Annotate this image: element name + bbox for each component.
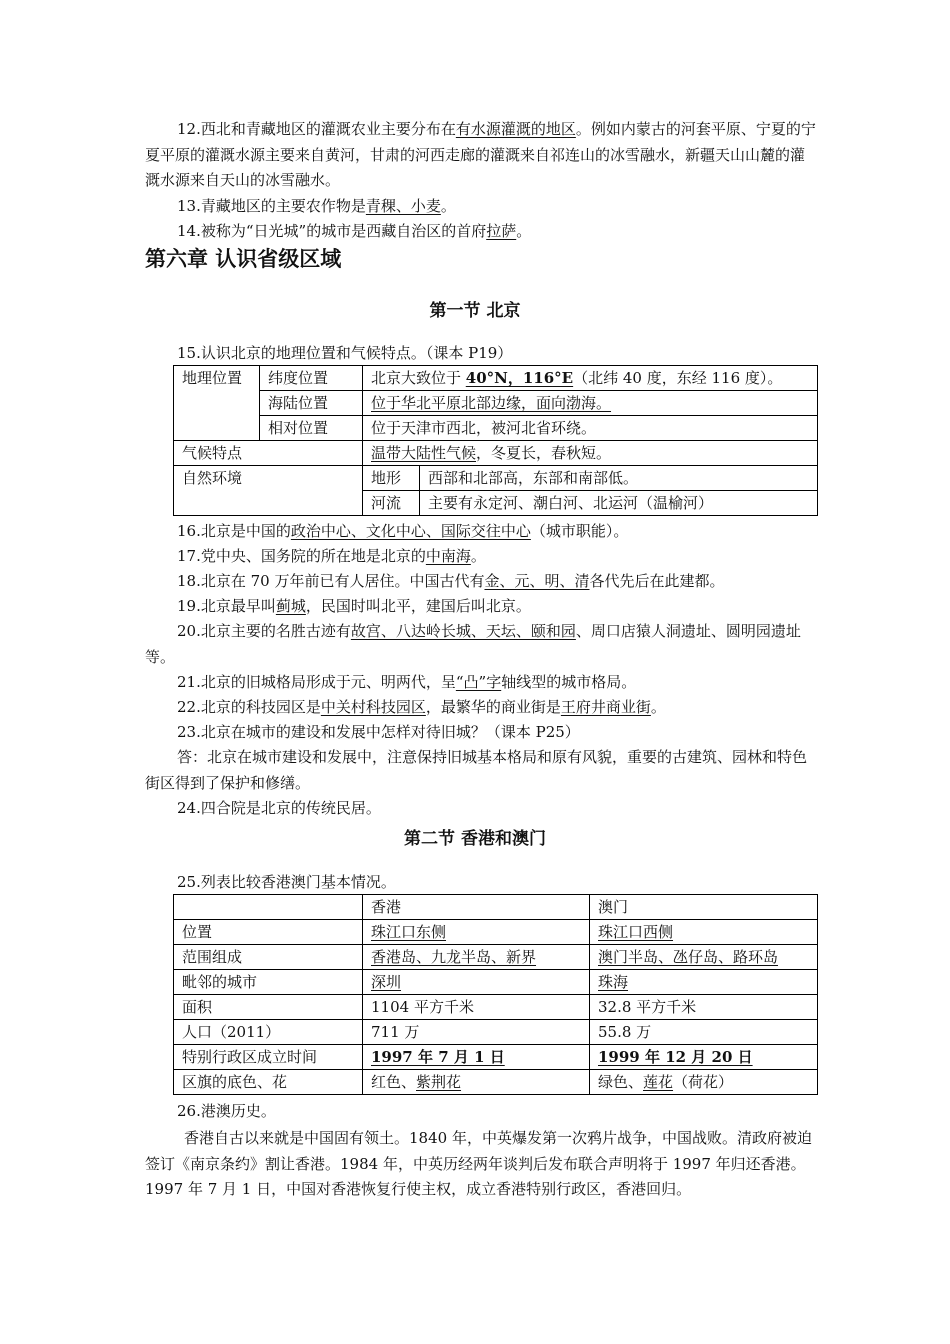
table-row <box>174 945 818 970</box>
underlined-answer: 政治中心、文化中心、国际交往中心 <box>290 522 531 540</box>
table-cell <box>590 1045 818 1070</box>
text: 绿色、 <box>598 1073 644 1091</box>
table-row <box>174 920 818 945</box>
text: 12.西北和青藏地区的灌溉农业主要分布在 <box>177 120 456 138</box>
underlined-answer: 紫荆花 <box>416 1073 462 1091</box>
paragraph-16 <box>145 519 817 545</box>
table-row <box>174 466 818 491</box>
text: 。 <box>650 698 666 716</box>
underlined-answer: 青稞、小麦 <box>365 197 441 215</box>
table-cell: 区旗的底色、花 <box>174 1070 363 1095</box>
underlined-answer: 中关村科技园区 <box>320 698 426 716</box>
table-cell: 海陆位置 <box>260 391 363 416</box>
table-cell: 西部和北部高，东部和南部低。 <box>420 466 818 491</box>
table-cell: 地理位置 <box>174 366 260 441</box>
paragraph-15: 15.认识北京的地理位置和气候特点。（课本 P19） <box>177 344 513 362</box>
table-cell: 55.8 万 <box>590 1020 818 1045</box>
underlined-answer: 金、元、明、清 <box>484 572 590 590</box>
table-cell: 主要有永定河、潮白河、北运河（温榆河） <box>420 491 818 516</box>
table-cell <box>590 1070 818 1095</box>
table-cell: 1104 平方千米 <box>363 995 590 1020</box>
text: （北纬 40 度，东经 116 度）。 <box>573 369 783 387</box>
underlined-answer: 莲花 <box>643 1073 674 1091</box>
paragraph-17 <box>145 544 817 570</box>
paragraph-18 <box>145 569 817 595</box>
underlined-answer: 深圳 <box>371 973 402 991</box>
table-row <box>174 1045 818 1070</box>
text: 。例如内蒙古的河套平原、宁夏的宁夏平原的灌溉水源主要来自黄河，甘肃的河西走廊的灌溉来自祁连山的冰雪融水，新疆天山山麓的灌溉水源来自天山的冰雪融水。 <box>145 120 816 189</box>
text: 红色、 <box>371 1073 417 1091</box>
underlined-answer: 有水源灌溉的地区 <box>455 120 576 138</box>
paragraph-26: 26.港澳历史。 <box>177 1102 276 1120</box>
table-cell: 相对位置 <box>260 416 363 441</box>
underlined-answer: “凸”字 <box>455 673 502 691</box>
table-row <box>174 970 818 995</box>
table-cell: 自然环境 <box>174 466 363 516</box>
table-cell: 气候特点 <box>174 441 363 466</box>
table-cell <box>363 1070 590 1095</box>
text: 21.北京的旧城格局形成于元、明两代，呈 <box>177 673 456 691</box>
paragraph-20 <box>145 619 817 670</box>
table-cell: 711 万 <box>363 1020 590 1045</box>
table-row <box>174 391 818 416</box>
text: 轴线型的城市格局。 <box>501 673 637 691</box>
text: ，冬夏长，春秋短。 <box>476 444 612 462</box>
text: 。 <box>440 197 456 215</box>
text: 14.被称为“日光城”的城市是西藏自治区的首府 <box>177 222 487 240</box>
underlined-answer: 珠江口西侧 <box>598 923 674 941</box>
text: （荷花） <box>673 1073 734 1091</box>
underlined-answer: 珠江口东侧 <box>371 923 447 941</box>
table-cell <box>363 970 590 995</box>
paragraph-13 <box>145 194 817 220</box>
text: 北京大致位于 <box>371 369 466 387</box>
paragraph-24: 24.四合院是北京的传统民居。 <box>177 799 381 817</box>
section-title-hongkong-macao: 第二节 香港和澳门 <box>404 829 546 849</box>
table-cell <box>363 945 590 970</box>
paragraph-25: 25.列表比较香港澳门基本情况。 <box>177 873 396 891</box>
paragraph-12 <box>145 117 817 194</box>
text: 19.北京最早叫 <box>177 597 276 615</box>
table-row <box>174 1020 818 1045</box>
table-row <box>174 366 818 391</box>
underlined-answer: 温带大陆性气候 <box>371 444 477 462</box>
paragraph-23: 23.北京在城市的建设和发展中怎样对待旧城？（课本 P25） <box>177 723 580 741</box>
underlined-answer: 澳门半岛、氹仔岛、路环岛 <box>598 948 779 966</box>
table-cell: 32.8 平方千米 <box>590 995 818 1020</box>
table-cell: 毗邻的城市 <box>174 970 363 995</box>
beijing-table <box>173 365 818 516</box>
text: 22.北京的科技园区是 <box>177 698 321 716</box>
underlined-answer: 王府井商业街 <box>560 698 651 716</box>
table-header-cell: 澳门 <box>590 895 818 920</box>
table-header-cell: 香港 <box>363 895 590 920</box>
table-cell <box>590 920 818 945</box>
paragraph-26-body: 香港自古以来就是中国固有领土。1840 年，中英爆发第一次鸦片战争，中国战败。清政府被迫签订《南京条约》割让香港。1984 年，中英历经两年谈判后发布联合声明将于 1997 年归还香港。1997 年 7 月 1 日，中国对香港恢复行使主权，成立香港特别行政区，香港回归。 <box>145 1129 812 1198</box>
paragraph-23-answer: 答：北京在城市建设和发展中，注意保持旧城基本格局和原有风貌，重要的古建筑、园林和特色街区得到了保护和修缮。 <box>145 748 808 792</box>
underlined-answer: 香港岛、九龙半岛、新界 <box>371 948 537 966</box>
table-header-row <box>174 895 818 920</box>
text: 16.北京是中国的 <box>177 522 291 540</box>
table-cell: 河流 <box>363 491 420 516</box>
table-row <box>174 441 818 466</box>
paragraph-14 <box>145 219 817 245</box>
table-cell <box>590 970 818 995</box>
underlined-answer: 蓟城 <box>275 597 306 615</box>
chapter-title: 第六章 认识省级区域 <box>145 247 342 271</box>
text: ，民国时叫北平，建国后叫北京。 <box>305 597 531 615</box>
table-row <box>174 995 818 1020</box>
text: 各代先后在此建都。 <box>589 572 725 590</box>
section-title-beijing: 第一节 北京 <box>429 301 521 321</box>
table-cell: 纬度位置 <box>260 366 363 391</box>
table-cell: 范围组成 <box>174 945 363 970</box>
underlined-answer: 1997 年 7 月 1 日 <box>371 1048 505 1066</box>
table-cell <box>363 1045 590 1070</box>
text: 。 <box>516 222 532 240</box>
table-cell: 位于天津市西北，被河北省环绕。 <box>363 416 818 441</box>
table-cell <box>590 945 818 970</box>
table-cell <box>363 920 590 945</box>
underlined-answer: 拉萨 <box>486 222 517 240</box>
table-cell: 人口（2011） <box>174 1020 363 1045</box>
text: 20.北京主要的名胜古迹有 <box>177 622 351 640</box>
text: （城市职能）。 <box>530 522 629 540</box>
text: 18.北京在 70 万年前已有人居住。中国古代有 <box>177 572 485 590</box>
hongkong-macao-table <box>173 894 818 1095</box>
table-row <box>174 1070 818 1095</box>
table-cell: 位于华北平原北部边缘，面向渤海。 <box>363 391 818 416</box>
paragraph-22 <box>145 695 817 721</box>
table-row <box>174 416 818 441</box>
table-cell: 特别行政区成立时间 <box>174 1045 363 1070</box>
underlined-answer: 1999 年 12 月 20 日 <box>598 1048 753 1066</box>
underlined-answer: 中南海 <box>425 547 471 565</box>
text: 13.青藏地区的主要农作物是 <box>177 197 366 215</box>
text: 。 <box>470 547 486 565</box>
underlined-answer: 珠海 <box>598 973 629 991</box>
underlined-answer: 故宫、八达岭长城、天坛、颐和园 <box>350 622 576 640</box>
paragraph-19 <box>145 594 817 620</box>
table-cell <box>363 366 818 391</box>
text: 、周口店猿人洞遗址、圆明园遗址等。 <box>145 622 801 666</box>
text: ，最繁华的商业街是 <box>425 698 561 716</box>
table-cell <box>363 441 818 466</box>
table-cell: 位置 <box>174 920 363 945</box>
paragraph-21 <box>145 670 817 696</box>
table-cell: 面积 <box>174 995 363 1020</box>
table-header-cell <box>174 895 363 920</box>
table-cell: 地形 <box>363 466 420 491</box>
text: 17.党中央、国务院的所在地是北京的 <box>177 547 426 565</box>
coordinates: 40°N，116°E <box>465 369 574 387</box>
